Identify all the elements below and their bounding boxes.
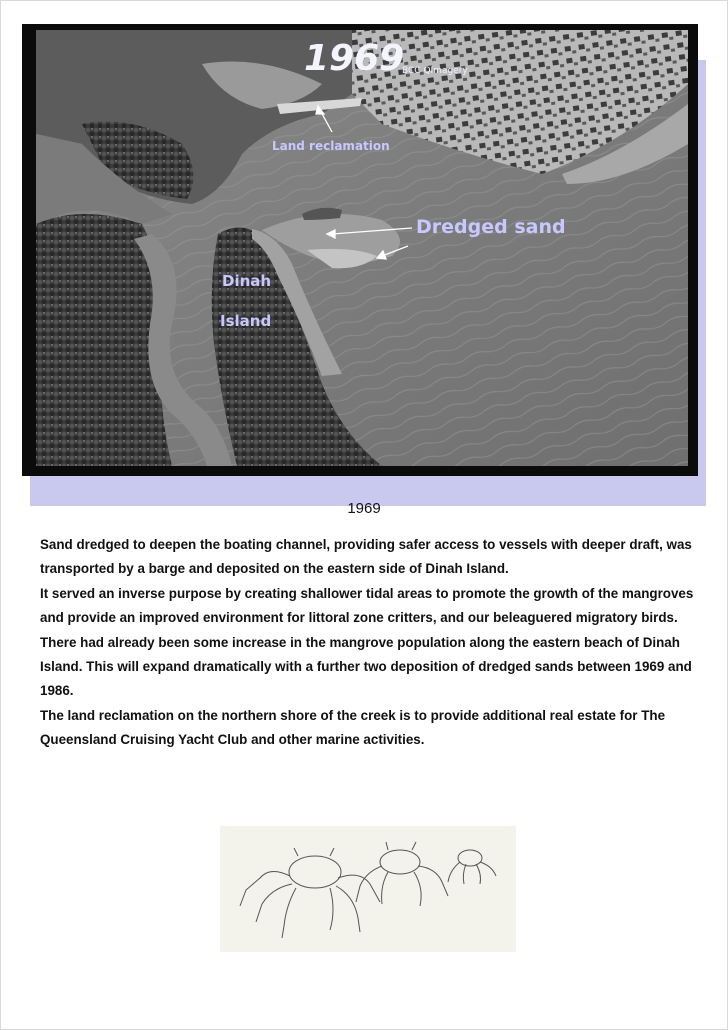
photo-year-label: 1969 bbox=[304, 38, 405, 79]
aerial-photo-image bbox=[22, 24, 698, 476]
island-label: Island bbox=[220, 312, 272, 330]
aerial-photo-figure bbox=[22, 24, 708, 480]
crab-sketch bbox=[220, 826, 516, 952]
caption-paragraph: Sand dredged to deepen the boating channel, providing safer access to vessels with deeper draft, was transported by a barge and deposited on the eastern side of Dinah Island. bbox=[40, 537, 692, 577]
land-reclamation-label: Land reclamation bbox=[272, 139, 390, 153]
caption-paragraph: It served an inverse purpose by creating shallower tidal areas to promote the growth of the mangroves and provide an improved environment for littoral zone critters, and our beleaguered migratory birds. bbox=[40, 585, 694, 626]
caption-paragraph: There had already been some increase in the mangrove population along the eastern beach of Dinah Island. This will expand dramatically with a further two deposition of dredged sands between 1969 and 1986. bbox=[40, 634, 692, 699]
caption-body bbox=[40, 533, 700, 753]
dredged-sand-label: Dredged sand bbox=[416, 216, 566, 238]
caption-heading: 1969 bbox=[347, 500, 381, 517]
crab-sketch-icon bbox=[220, 826, 516, 952]
dinah-label: Dinah bbox=[222, 272, 272, 290]
aerial-photo bbox=[22, 24, 698, 476]
photo-credit-label: BCC QImagery bbox=[402, 66, 468, 76]
caption-paragraph: The land reclamation on the northern shore of the creek is to provide additional real estate for The Queensland Cruising Yacht Club and other marine activities. bbox=[40, 707, 666, 748]
